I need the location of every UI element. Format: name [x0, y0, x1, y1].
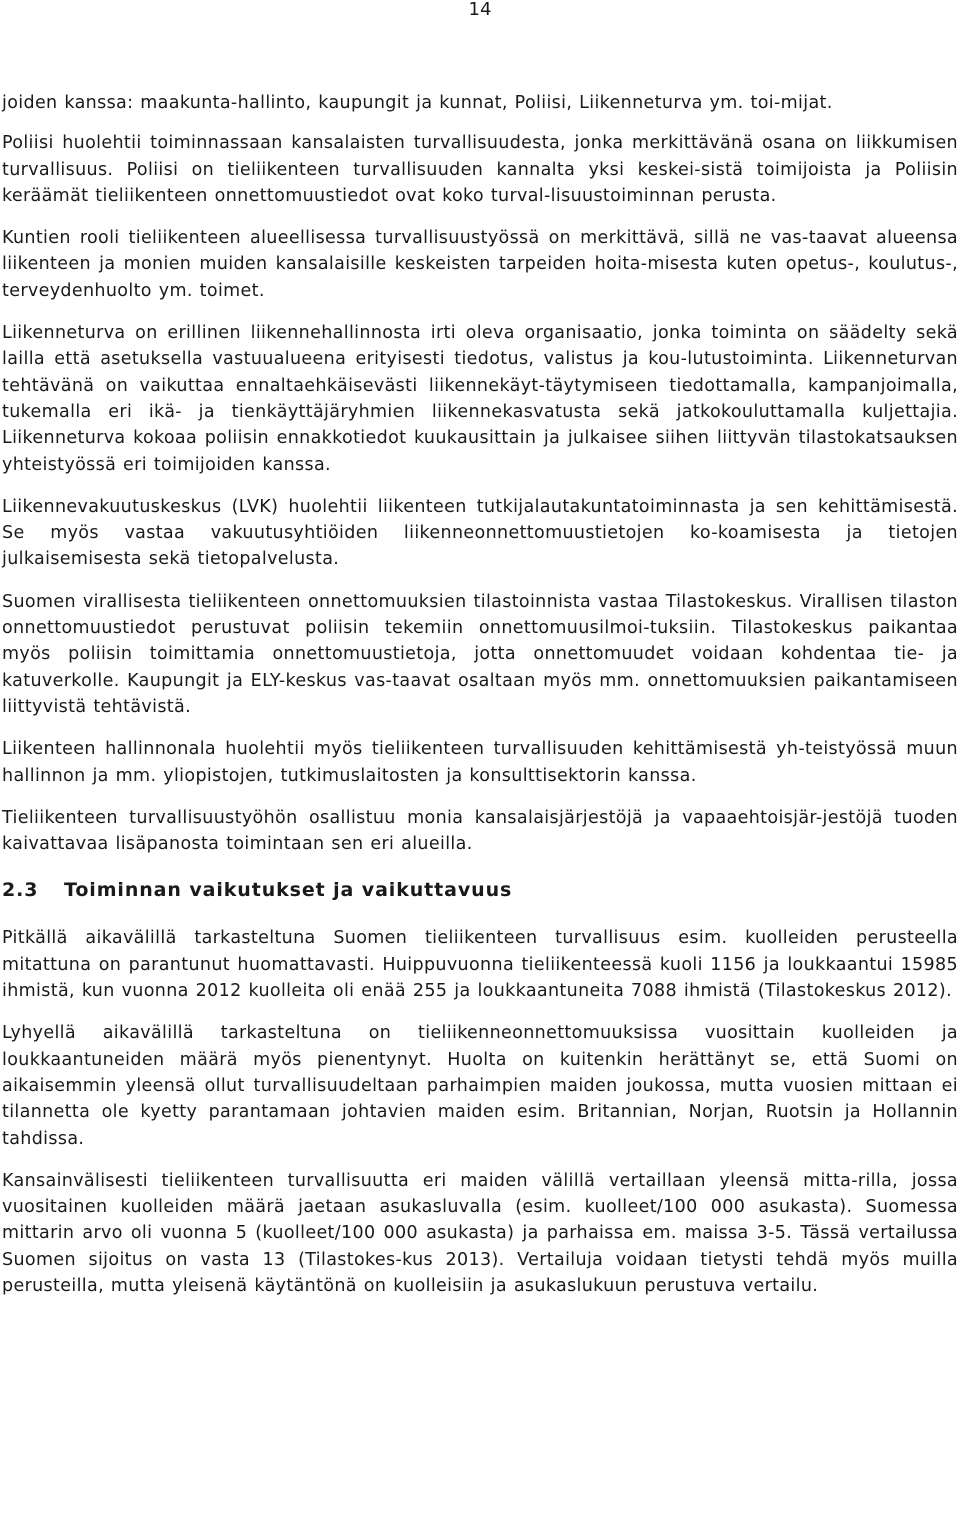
- paragraph: Poliisi huolehtii toiminnassaan kansalaisten turvallisuudesta, jonka merkittävänä osana on liikkumisen turvallisuus. Poliisi on tieliikenteen turvallisuuden kannalta yksi keskei-sistä toimijoista ja Poliisin keräämät tieliikenteen onnettomuustiedot ovat koko turval-lisuustoiminnan perusta.: [2, 133, 958, 206]
- paragraph: Suomen virallisesta tieliikenteen onnettomuuksien tilastoinnista vastaa Tilastokeskus. Virallisen tilaston onnettomuustiedot perustuvat poliisin tekemiin onnettomuusilmoi-tuksiin. Tilastokeskus paikantaa myös poliisin toimittamia onnettomuustietoja, jotta onnettomuudet voidaan kohdentaa tie- ja katuverkolle. Kaupungit ja ELY-keskus vas-taavat osaltaan myös mm. onnettomuuksien paikantamiseen liittyvistä tehtävistä.: [2, 591, 958, 717]
- page-number: 14: [468, 0, 492, 20]
- paragraph: Liikenneturva on erillinen liikennehallinnosta irti oleva organisaatio, jonka toiminta on säädelty sekä lailla että asetuksella vastuualueena erityisesti tiedotus, valistus ja kou-lutustoiminta. Liikenneturvan tehtävänä on vaikuttaa ennaltaehkäisevästi liikennekäyt-täytymiseen tiedottamalla, kampanjoimalla, tukemalla eri ikä- ja tienkäyttäjäryhmien liikennekasvatusta sekä jatkokouluttamalla kuljettajia. Liikenneturva kokoaa poliisin ennakkotiedot kuukausittain ja julkaisee siihen liittyvän tilastokatsauksen yhteistyössä eri toimijoiden kanssa.: [2, 323, 958, 475]
- paragraph: Tieliikenteen turvallisuustyöhön osallistuu monia kansalaisjärjestöjä ja vapaaehtoisjär-jestöjä tuoden kaivattavaa lisäpanosta toimintaan sen eri alueilla.: [2, 807, 958, 855]
- section-number: 2.3: [2, 879, 39, 902]
- paragraph: Liikennevakuutuskeskus (LVK) huolehtii liikenteen tutkijalautakuntatoiminnasta ja sen kehittämisestä. Se myös vastaa vakuutusyhtiöiden liikenneonnettomuustietojen ko-koamisesta ja tietojen julkaisemisesta sekä tietopalvelusta.: [2, 496, 958, 570]
- section-title: Toiminnan vaikutukset ja vaikuttavuus: [64, 879, 513, 902]
- paragraph: Kansainvälisesti tieliikenteen turvallisuutta eri maiden välillä vertaillaan yleensä mitta-rilla, jossa vuositainen kuolleiden määrä jaetaan asukasluvalla (esim. kuolleet/100 000 asukasta). Suomessa mittarin arvo oli vuonna 5 (kuolleet/100 000 asukasta) ja parhaissa em. maissa 3-5. Tässä vertailussa Suomen sijoitus on vasta 13 (Tilastokes-kus 2013). Vertailuja voidaan tietysti tehdä myös muilla perusteilla, mutta yleisenä käytäntönä on kuolleisiin ja asukaslukuun perustuva vertailu.: [2, 1170, 958, 1296]
- section-heading: [2, 877, 958, 903]
- paragraph: Liikenteen hallinnonala huolehtii myös tieliikenteen turvallisuuden kehittämisestä yh-teistyössä muun hallinnon ja mm. yliopistojen, tutkimuslaitosten ja konsulttisektorin kanssa.: [2, 739, 958, 786]
- paragraph: joiden kanssa: maakunta-hallinto, kaupungit ja kunnat, Poliisi, Liikenneturva ym. toi-mijat.: [2, 93, 833, 113]
- paragraph: Kuntien rooli tieliikenteen alueellisessa turvallisuustyössä on merkittävä, sillä ne vas-taavat alueensa liikenteen ja monien muiden kansalaisille keskeisten tarpeiden hoita-misesta kuten opetus-, koulutus-, terveydenhuolto ym. toimet.: [2, 228, 958, 301]
- document-body: [2, 90, 958, 1299]
- paragraph: Lyhyellä aikavälillä tarkasteltuna on tieliikenneonnettomuuksissa vuosittain kuolleiden ja loukkaantuneiden määrä myös pienentynyt. Huolta on kuitenkin herättänyt se, että Suomi on aikaisemmin yleensä ollut turvallisuudeltaan parhaimpien maiden joukossa, mutta vuosien mittaan ei tilannetta ole kyetty parantamaan johtavien maiden esim. Britannian, Norjan, Ruotsin ja Hollannin tahdissa.: [2, 1023, 958, 1149]
- paragraph: Pitkällä aikavälillä tarkasteltuna Suomen tieliikenteen turvallisuus esim. kuolleiden perusteella mitattuna on parantunut huomattavasti. Huippuvuonna tieliikenteessä kuoli 1156 ja loukkaantui 15985 ihmistä, kun vuonna 2012 kuolleita oli enää 255 ja loukkaantuneita 7088 ihmistä (Tilastokeskus 2012).: [2, 928, 958, 1002]
